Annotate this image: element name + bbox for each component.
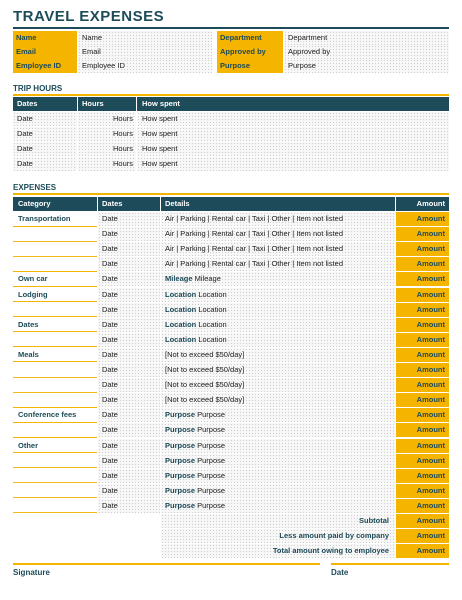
expenses-heading: EXPENSES <box>13 183 57 192</box>
trip-how-spent-cell[interactable]: How spent <box>137 112 449 126</box>
details-key: Purpose <box>165 485 196 495</box>
expense-details-cell[interactable] <box>161 454 395 468</box>
expense-details-cell[interactable] <box>161 499 395 513</box>
expense-category <box>13 469 97 483</box>
expense-date-cell[interactable]: Date <box>98 272 160 286</box>
expense-date-cell[interactable]: Date <box>98 393 160 407</box>
expense-date-cell[interactable]: Date <box>98 499 160 513</box>
expense-category <box>13 378 97 392</box>
name-label: Name <box>13 31 77 45</box>
expense-date-cell[interactable]: Date <box>98 227 160 241</box>
expense-amount-cell[interactable]: Amount <box>396 484 449 498</box>
expense-amount-cell[interactable]: Amount <box>396 212 449 226</box>
expense-details-cell[interactable] <box>161 363 395 377</box>
details-text: [Not to exceed $50/day] <box>165 365 245 374</box>
employee-id-label: Employee ID <box>13 59 77 73</box>
expense-category <box>13 242 97 256</box>
details-text: Purpose <box>197 425 226 435</box>
details-key: Location <box>165 289 197 299</box>
details-text: Location <box>198 319 227 329</box>
trip-how-spent-cell[interactable]: How spent <box>137 142 449 156</box>
trip-hours-cell[interactable]: Hours <box>78 157 136 171</box>
signature-label: Signature <box>13 568 50 577</box>
details-key: Purpose <box>165 410 196 420</box>
exp-col-details: Details <box>161 197 395 211</box>
trip-hours-cell[interactable]: Hours <box>78 127 136 141</box>
department-field[interactable]: Department <box>284 31 449 45</box>
details-key: Purpose <box>165 500 196 510</box>
expense-date-cell[interactable]: Date <box>98 303 160 317</box>
expense-amount-cell[interactable]: Amount <box>396 333 449 347</box>
expense-category <box>13 272 97 286</box>
trip-date-cell[interactable]: Date <box>13 127 77 141</box>
category-label: Conference fees <box>18 410 77 420</box>
purpose-label: Purpose <box>217 59 283 73</box>
expense-details-cell[interactable] <box>161 348 395 362</box>
details-key: Location <box>165 304 197 314</box>
expense-category <box>13 439 97 453</box>
expense-details-cell[interactable] <box>161 423 395 437</box>
expense-details-cell[interactable] <box>161 333 395 347</box>
category-label: Other <box>18 440 39 450</box>
expense-date-cell[interactable]: Date <box>98 348 160 362</box>
trip-col-how-spent: How spent <box>137 97 449 111</box>
category-label: Meals <box>18 349 39 359</box>
expense-category <box>13 318 97 332</box>
date-label: Date <box>331 568 349 577</box>
trip-col-dates: Dates <box>13 97 77 111</box>
expense-date-cell[interactable]: Date <box>98 484 160 498</box>
expense-details-cell[interactable] <box>161 212 395 226</box>
expense-amount-cell[interactable]: Amount <box>396 348 449 362</box>
expense-category <box>13 408 97 422</box>
details-text: Location <box>198 289 227 299</box>
details-text: Air | Parking | Rental car | Taxi | Other | Item not listed <box>165 259 344 269</box>
expenses-rule <box>13 193 449 195</box>
expense-category <box>13 393 97 407</box>
summary-label: Total amount owing to employee <box>161 544 395 558</box>
expense-details-cell[interactable] <box>161 469 395 483</box>
trip-hours-cell[interactable]: Hours <box>78 112 136 126</box>
signature-line <box>13 563 320 565</box>
expense-amount-cell[interactable]: Amount <box>396 423 449 437</box>
expense-category <box>13 257 97 271</box>
details-text: Air | Parking | Rental car | Taxi | Other | Item not listed <box>165 244 344 254</box>
expense-amount-cell[interactable]: Amount <box>396 363 449 377</box>
details-text: [Not to exceed $50/day] <box>165 395 245 405</box>
expense-date-cell[interactable]: Date <box>98 439 160 453</box>
details-text: Mileage <box>194 274 221 284</box>
category-label: Own car <box>18 274 48 284</box>
details-key: Location <box>165 334 197 344</box>
trip-date-cell[interactable]: Date <box>13 112 77 126</box>
email-field[interactable]: Email <box>78 45 212 59</box>
expense-date-cell[interactable]: Date <box>98 378 160 392</box>
expense-date-cell[interactable]: Date <box>98 423 160 437</box>
employee-id-field[interactable]: Employee ID <box>78 59 212 73</box>
summary-amount-cell[interactable]: Amount <box>396 529 449 543</box>
expense-category <box>13 212 97 226</box>
approved-by-field[interactable]: Approved by <box>284 45 449 59</box>
details-key: Purpose <box>165 425 196 435</box>
expense-amount-cell[interactable]: Amount <box>396 288 449 302</box>
category-label: Dates <box>18 319 39 329</box>
expense-date-cell[interactable]: Date <box>98 333 160 347</box>
details-key: Purpose <box>165 440 196 450</box>
purpose-field[interactable]: Purpose <box>284 59 449 73</box>
details-text: Air | Parking | Rental car | Taxi | Other | Item not listed <box>165 229 344 239</box>
details-text: Purpose <box>197 455 226 465</box>
email-label: Email <box>13 45 77 59</box>
expense-category <box>13 227 97 241</box>
expense-date-cell[interactable]: Date <box>98 212 160 226</box>
details-text: [Not to exceed $50/day] <box>165 380 245 390</box>
exp-col-category: Category <box>13 197 97 211</box>
expense-date-cell[interactable]: Date <box>98 469 160 483</box>
expense-amount-cell[interactable]: Amount <box>396 303 449 317</box>
summary-amount-cell[interactable]: Amount <box>396 514 449 528</box>
expense-date-cell[interactable]: Date <box>98 454 160 468</box>
expense-amount-cell[interactable]: Amount <box>396 408 449 422</box>
details-text: Purpose <box>197 470 226 480</box>
expense-amount-cell[interactable]: Amount <box>396 499 449 513</box>
expense-details-cell[interactable] <box>161 257 395 271</box>
expense-details-cell[interactable] <box>161 288 395 302</box>
expense-details-cell[interactable] <box>161 408 395 422</box>
expense-amount-cell[interactable]: Amount <box>396 469 449 483</box>
details-text: Air | Parking | Rental car | Taxi | Other | Item not listed <box>165 214 344 223</box>
details-text: Location <box>198 304 227 314</box>
summary-label: Less amount paid by company <box>161 529 395 543</box>
expense-details-cell[interactable] <box>161 227 395 241</box>
details-text: Purpose <box>197 500 226 510</box>
expense-details-cell[interactable] <box>161 272 395 286</box>
trip-date-cell[interactable]: Date <box>13 157 77 171</box>
expense-category <box>13 454 97 468</box>
expense-amount-cell[interactable]: Amount <box>396 393 449 407</box>
expense-details-cell[interactable] <box>161 303 395 317</box>
expense-category <box>13 288 97 302</box>
trip-col-hours: Hours <box>78 97 136 111</box>
category-label: Transportation <box>18 214 71 223</box>
details-key: Purpose <box>165 455 196 465</box>
details-text: Purpose <box>197 440 226 450</box>
trip-hours-heading: TRIP HOURS <box>13 84 63 93</box>
expense-amount-cell[interactable]: Amount <box>396 318 449 332</box>
trip-hours-rule <box>13 94 449 96</box>
expense-date-cell[interactable]: Date <box>98 363 160 377</box>
title-divider <box>13 27 449 29</box>
expense-date-cell[interactable]: Date <box>98 408 160 422</box>
department-label: Department <box>217 31 283 45</box>
expense-amount-cell[interactable]: Amount <box>396 227 449 241</box>
summary-amount-cell[interactable]: Amount <box>396 544 449 558</box>
expense-amount-cell[interactable]: Amount <box>396 242 449 256</box>
details-key: Location <box>165 319 197 329</box>
expense-details-cell[interactable] <box>161 439 395 453</box>
expense-amount-cell[interactable]: Amount <box>396 454 449 468</box>
expense-category <box>13 423 97 437</box>
trip-hours-cell[interactable]: Hours <box>78 142 136 156</box>
expense-category <box>13 348 97 362</box>
expense-date-cell[interactable]: Date <box>98 318 160 332</box>
expense-details-cell[interactable] <box>161 484 395 498</box>
expense-category <box>13 303 97 317</box>
expense-details-cell[interactable] <box>161 242 395 256</box>
trip-how-spent-cell[interactable]: How spent <box>137 127 449 141</box>
expense-category <box>13 499 97 513</box>
expense-amount-cell[interactable]: Amount <box>396 272 449 286</box>
details-key: Mileage <box>165 274 193 284</box>
exp-col-amount: Amount <box>396 197 449 211</box>
trip-how-spent-cell[interactable]: How spent <box>137 157 449 171</box>
date-line <box>331 563 449 565</box>
approved-by-label: Approved by <box>217 45 283 59</box>
category-label: Lodging <box>18 289 48 299</box>
exp-col-dates: Dates <box>98 197 160 211</box>
expense-details-cell[interactable] <box>161 378 395 392</box>
expense-amount-cell[interactable]: Amount <box>396 439 449 453</box>
expense-amount-cell[interactable]: Amount <box>396 257 449 271</box>
details-text: Location <box>198 334 227 344</box>
details-text: [Not to exceed $50/day] <box>165 349 245 359</box>
expense-details-cell[interactable] <box>161 318 395 332</box>
name-field[interactable]: Name <box>78 31 212 45</box>
expense-details-cell[interactable] <box>161 393 395 407</box>
trip-date-cell[interactable]: Date <box>13 142 77 156</box>
expense-date-cell[interactable]: Date <box>98 257 160 271</box>
expense-date-cell[interactable]: Date <box>98 242 160 256</box>
expense-date-cell[interactable]: Date <box>98 288 160 302</box>
expense-category <box>13 333 97 347</box>
details-key: Purpose <box>165 470 196 480</box>
expense-category <box>13 484 97 498</box>
page-title: TRAVEL EXPENSES <box>13 8 165 25</box>
details-text: Purpose <box>197 410 226 420</box>
details-text: Purpose <box>197 485 226 495</box>
expense-amount-cell[interactable]: Amount <box>396 378 449 392</box>
expense-category <box>13 363 97 377</box>
summary-label: Subtotal <box>161 514 395 528</box>
category-divider <box>13 512 97 513</box>
